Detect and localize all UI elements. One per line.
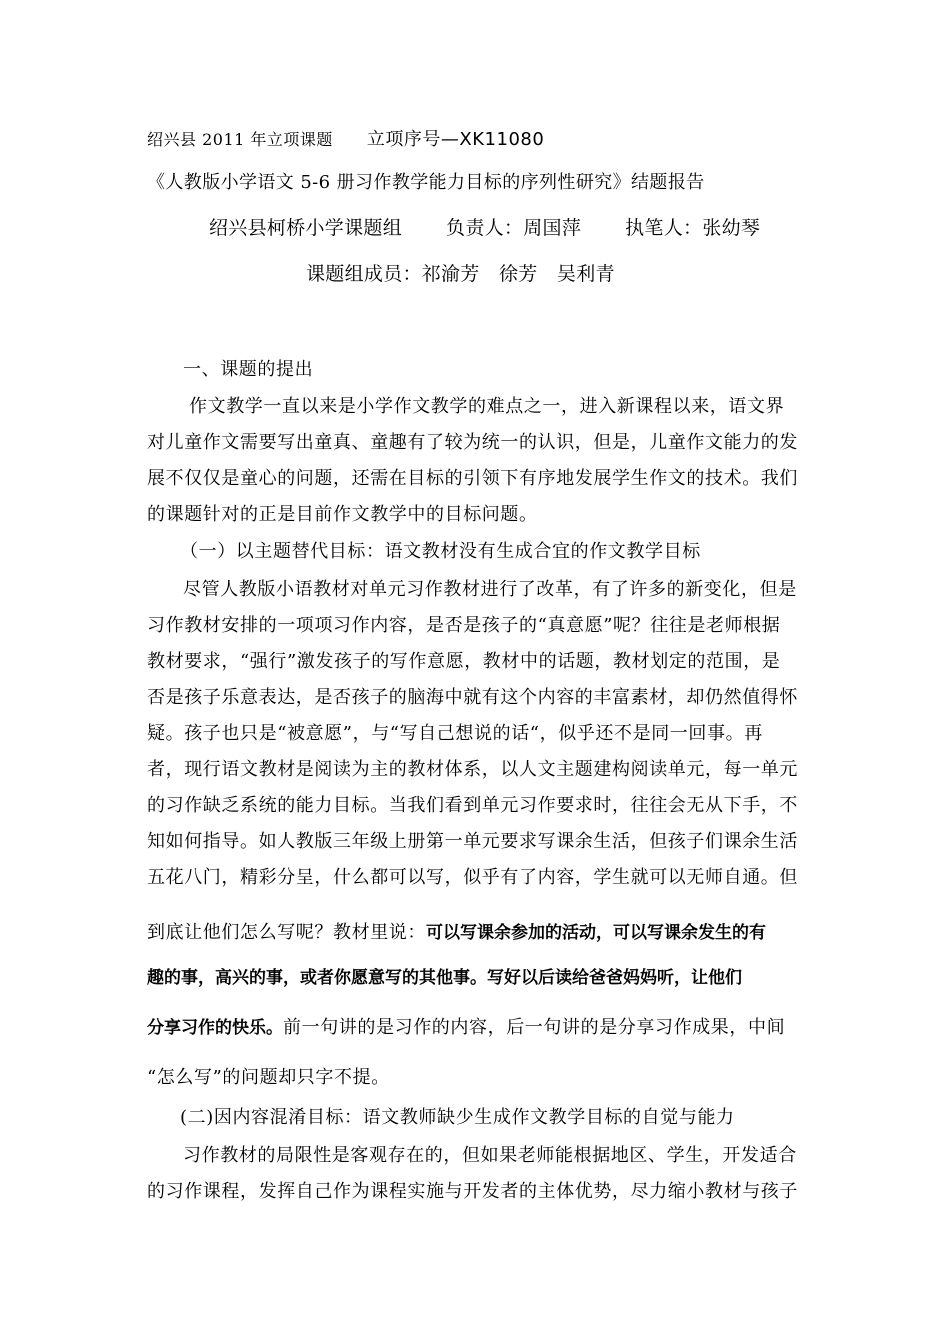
emphasized-quote-line	[147, 966, 742, 990]
paragraph-line: 的习作缺乏系统的能力目标。当我们看到单元习作要求时，往往会无从下手，不	[147, 795, 798, 816]
county-year-label: 绍兴县 2011 年立项课题	[147, 130, 333, 149]
header-authors-line	[209, 216, 760, 240]
emphasized-quote: 分享习作的快乐。	[147, 1018, 283, 1038]
project-number: 立项序号—XK11080	[366, 129, 545, 150]
paragraph-line: 习作教材的局限性是客观存在的，但如果老师能根据地区、学生，开发适合	[183, 1145, 797, 1166]
paragraph-line: 知如何指导。如人教版三年级上册第一单元要求写课余生活，但孩子们课余生活	[147, 831, 798, 852]
paragraph-line: 否是孩子乐意表达，是否孩子的脑海中就有这个内容的丰富素材，却仍然值得怀	[147, 687, 798, 708]
paragraph-line: 尽管人教版小语教材对单元习作教材进行了改革，有了许多的新变化，但是	[183, 579, 797, 600]
section-heading: 一、课题的提出	[183, 359, 314, 380]
paragraph-line: 习作教材安排的一项项习作内容，是否是孩子的“真意愿”呢？往往是老师根据	[147, 615, 781, 636]
paragraph-line: 的习作课程，发挥自己作为课程实施与开发者的主体优势，尽力缩小教材与孩子	[147, 1181, 798, 1202]
paragraph-line: 对儿童作文需要写出童真、童趣有了较为统一的认识，但是，儿童作文能力的发	[147, 432, 798, 453]
writer-name: 执笔人：张幼琴	[625, 217, 761, 239]
paragraph-line: 作文教学一直以来是小学作文教学的难点之一，进入新课程以来，语文界	[189, 396, 785, 417]
paragraph-line: 教材要求，“强行”激发孩子的写作意愿，教材中的话题，教材划定的范围，是	[147, 651, 781, 672]
report-title: 《人教版小学语文 5-6 册习作教学能力目标的序列性研究》结题报告	[147, 172, 705, 193]
paragraph-text: 到底让他们怎么写呢？教材里说：	[147, 922, 426, 943]
paragraph-line: “怎么写”的问题却只字不提。	[147, 1067, 390, 1088]
subsection-heading: (二)因内容混淆目标：语文教师缺少生成作文教学目标的自觉与能力	[180, 1107, 735, 1128]
paragraph-line: 疑。孩子也只是“被意愿”，与“写自己想说的话“，似乎还不是同一回事。再	[147, 723, 763, 744]
members-line: 课题组成员：祁渝芳 徐芳 吴利青	[306, 263, 615, 285]
paragraph-line: 的课题针对的正是目前作文教学中的目标问题。	[147, 504, 538, 525]
group-name: 绍兴县柯桥小学课题组	[209, 217, 403, 239]
leader-name: 负责人：周国萍	[446, 217, 582, 239]
emphasized-quote: 可以写课余参加的活动，可以写课余发生的有	[426, 923, 766, 943]
paragraph-line: 者，现行语文教材是阅读为主的教材体系，以人文主题建构阅读单元，每一单元	[147, 759, 798, 780]
paragraph-line-mixed	[147, 1016, 785, 1040]
paragraph-text: 前一句讲的是习作的内容，后一句讲的是分享习作成果，中间	[283, 1017, 786, 1038]
header-project-line	[147, 128, 544, 152]
emphasized-quote: 趣的事，高兴的事，或者你愿意写的其他事。写好以后读给爸爸妈妈听，让他们	[147, 968, 742, 988]
subsection-heading: （一）以主题替代目标：语文教材没有生成合宜的作文教学目标	[180, 541, 701, 562]
paragraph-line: 展不仅仅是童心的问题，还需在目标的引领下有序地发展学生作文的技术。我们	[147, 468, 798, 489]
paragraph-line-mixed	[147, 921, 766, 945]
paragraph-line: 五花八门，精彩分呈，什么都可以写，似乎有了内容，学生就可以无师自通。但	[147, 867, 798, 888]
